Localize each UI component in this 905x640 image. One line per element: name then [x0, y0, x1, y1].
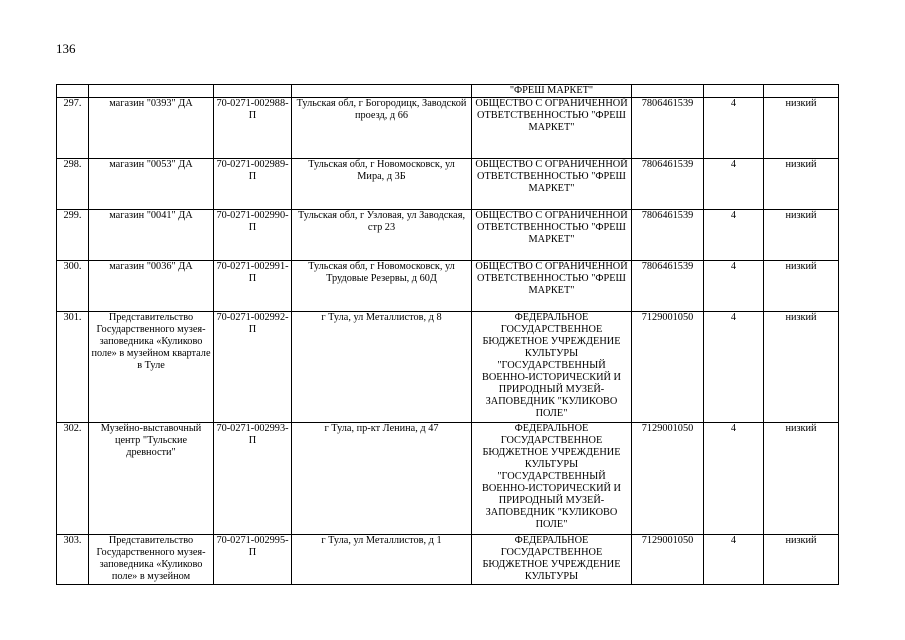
page-number: 136: [56, 41, 76, 56]
cell-number: 300.: [57, 261, 89, 312]
cell-category: 4: [704, 210, 764, 261]
cell-category: 4: [704, 98, 764, 159]
cell-risk: низкий: [764, 535, 839, 585]
cell-inn: 7129001050: [632, 423, 704, 535]
cell-risk: низкий: [764, 98, 839, 159]
cell-risk: низкий: [764, 312, 839, 423]
cell-operator: ФЕДЕРАЛЬНОЕ ГОСУДАРСТВЕННОЕ БЮДЖЕТНОЕ УЧРЕЖДЕНИЕ КУЛЬТУРЫ "ГОСУДАРСТВЕННЫЙ ВОЕННО-ИСТОРИЧЕСКИЙ И ПРИРОДНЫЙ МУЗЕЙ-ЗАПОВЕДНИК "КУЛИКОВО ПОЛЕ": [472, 423, 632, 535]
cell-category: 4: [704, 159, 764, 210]
cell-code: 70-0271-002988-П: [214, 98, 292, 159]
cell-number: 301.: [57, 312, 89, 423]
cell-category: 4: [704, 535, 764, 585]
cell-number: 302.: [57, 423, 89, 535]
cell-number: 298.: [57, 159, 89, 210]
cell-operator: "ФРЕШ МАРКЕТ": [472, 85, 632, 98]
cell-inn: 7806461539: [632, 159, 704, 210]
cell-inn: 7806461539: [632, 210, 704, 261]
cell-category: 4: [704, 312, 764, 423]
cell-operator: ОБЩЕСТВО С ОГРАНИЧЕННОЙ ОТВЕТСТВЕННОСТЬЮ "ФРЕШ МАРКЕТ": [472, 159, 632, 210]
cell-name: [89, 85, 214, 98]
cell-name: Музейно-выставочный центр "Тульские древности": [89, 423, 214, 535]
cell-operator: ОБЩЕСТВО С ОГРАНИЧЕННОЙ ОТВЕТСТВЕННОСТЬЮ "ФРЕШ МАРКЕТ": [472, 210, 632, 261]
table-row: [57, 261, 839, 312]
cell-inn: 7129001050: [632, 312, 704, 423]
cell-address: г Тула, ул Металлистов, д 8: [292, 312, 472, 423]
table-row: [57, 312, 839, 423]
cell-name: Представительство Государственного музея-заповедника «Куликово поле» в музейном: [89, 535, 214, 585]
cell-address: г Тула, ул Металлистов, д 1: [292, 535, 472, 585]
cell-name: магазин "0053" ДА: [89, 159, 214, 210]
cell-number: 297.: [57, 98, 89, 159]
cell-address: Тульская обл, г Богородицк, Заводской проезд, д 66: [292, 98, 472, 159]
cell-category: 4: [704, 423, 764, 535]
cell-inn: 7129001050: [632, 535, 704, 585]
table-row: [57, 535, 839, 585]
registry-table: [56, 84, 839, 585]
table-row: [57, 98, 839, 159]
cell-inn: 7806461539: [632, 261, 704, 312]
cell-code: 70-0271-002992-П: [214, 312, 292, 423]
cell-address: Тульская обл, г Новомосковск, ул Трудовые Резервы, д 60Д: [292, 261, 472, 312]
cell-name: магазин "0041" ДА: [89, 210, 214, 261]
table-row: [57, 210, 839, 261]
cell-address: Тульская обл, г Узловая, ул Заводская, стр 23: [292, 210, 472, 261]
cell-risk: низкий: [764, 159, 839, 210]
cell-code: 70-0271-002995-П: [214, 535, 292, 585]
cell-code: 70-0271-002990-П: [214, 210, 292, 261]
table-body: [57, 85, 839, 585]
cell-number: 303.: [57, 535, 89, 585]
cell-operator: ФЕДЕРАЛЬНОЕ ГОСУДАРСТВЕННОЕ БЮДЖЕТНОЕ УЧРЕЖДЕНИЕ КУЛЬТУРЫ "ГОСУДАРСТВЕННЫЙ ВОЕННО-ИСТОРИЧЕСКИЙ И ПРИРОДНЫЙ МУЗЕЙ-ЗАПОВЕДНИК "КУЛИКОВО ПОЛЕ": [472, 312, 632, 423]
cell-address: г Тула, пр-кт Ленина, д 47: [292, 423, 472, 535]
table-row: [57, 423, 839, 535]
cell-code: [214, 85, 292, 98]
cell-category: [704, 85, 764, 98]
cell-risk: низкий: [764, 210, 839, 261]
cell-risk: [764, 85, 839, 98]
table-row: [57, 159, 839, 210]
cell-address: Тульская обл, г Новомосковск, ул Мира, д 3Б: [292, 159, 472, 210]
cell-risk: низкий: [764, 423, 839, 535]
cell-code: 70-0271-002993-П: [214, 423, 292, 535]
cell-operator: ФЕДЕРАЛЬНОЕ ГОСУДАРСТВЕННОЕ БЮДЖЕТНОЕ УЧРЕЖДЕНИЕ КУЛЬТУРЫ: [472, 535, 632, 585]
cell-inn: 7806461539: [632, 98, 704, 159]
cell-category: 4: [704, 261, 764, 312]
cell-code: 70-0271-002989-П: [214, 159, 292, 210]
table-row-continuation: [57, 85, 839, 98]
cell-name: магазин "0393" ДА: [89, 98, 214, 159]
cell-operator: ОБЩЕСТВО С ОГРАНИЧЕННОЙ ОТВЕТСТВЕННОСТЬЮ "ФРЕШ МАРКЕТ": [472, 98, 632, 159]
cell-name: магазин "0036" ДА: [89, 261, 214, 312]
cell-risk: низкий: [764, 261, 839, 312]
cell-name: Представительство Государственного музея-заповедника «Куликово поле» в музейном квартале в Туле: [89, 312, 214, 423]
cell-address: [292, 85, 472, 98]
cell-code: 70-0271-002991-П: [214, 261, 292, 312]
cell-number: [57, 85, 89, 98]
cell-number: 299.: [57, 210, 89, 261]
cell-operator: ОБЩЕСТВО С ОГРАНИЧЕННОЙ ОТВЕТСТВЕННОСТЬЮ "ФРЕШ МАРКЕТ": [472, 261, 632, 312]
cell-inn: [632, 85, 704, 98]
